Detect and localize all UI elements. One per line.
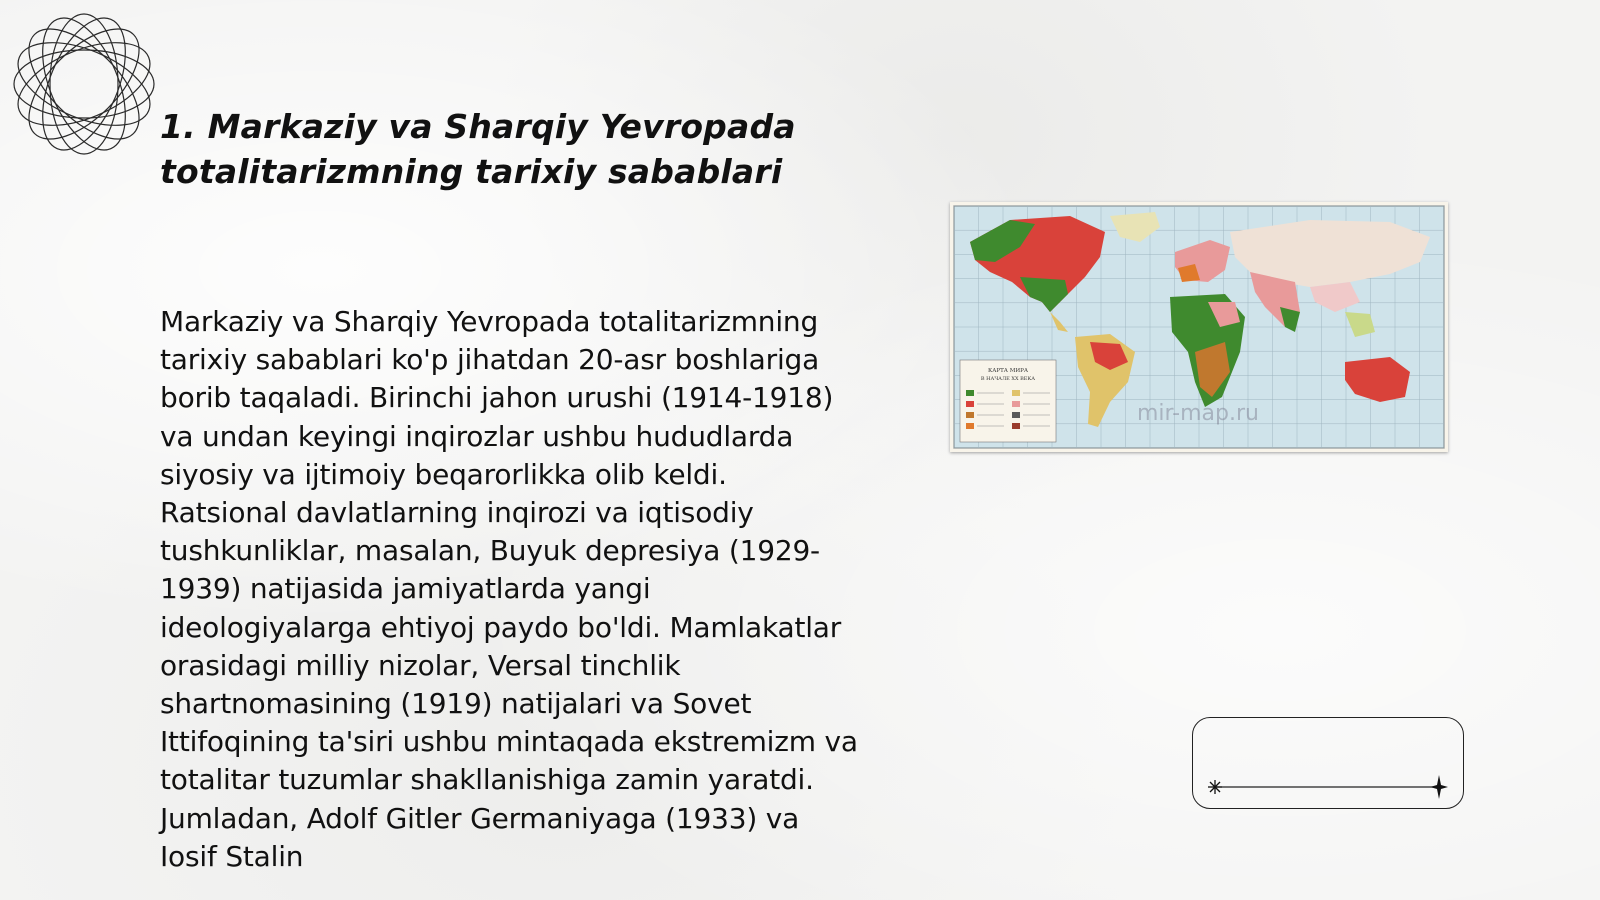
- four-point-star-icon: [1430, 775, 1448, 799]
- slide-body-text: Markaziy va Sharqiy Yevropada totalitarizmning tarixiy sabablari ko'p jihatdan 20-asr boshlariga borib taqaladi. Birinchi jahon urushi (1914-1918) va undan keyingi inqirozlar ushbu hududlarda siyosiy va ijtimoiy beqarorlikka olib keldi. Ratsional davlatlarning inqirozi va iqtisodiy tushkunliklar, masalan, Buyuk depresiya (1929-1939) natijasida jamiyatlarda yangi ideologiyalarga ehtiyoj paydo bo'ldi. Mamlakatlar orasidagi milliy nizolar, Versal tinchlik shartnomasining (1919) natijalari va Sovet Ittifoqining ta'siri ushbu mintaqada ekstremizm va totalitar tuzumlar shakllanishiga zamin yaratdi. Jumladan, Adolf Gitler Germaniyaga (1933) va Iosif Stalin: [160, 305, 858, 873]
- world-map-image: [950, 202, 1448, 452]
- slide-title: 1. Markaziy va Sharqiy Yevropada totalitarizmning tarixiy sabablari: [160, 107, 796, 191]
- map-legend-subtitle: В НАЧАЛЕ XX ВЕКА: [980, 376, 1036, 382]
- map-legend-title: КАРТА МИРА: [988, 368, 1028, 374]
- sparkle-star-icon: [1208, 780, 1222, 794]
- decorative-slider-frame: [1192, 717, 1464, 809]
- geometric-circle-ornament-icon: [10, 10, 158, 158]
- map-watermark: mir-map.ru: [1137, 401, 1259, 426]
